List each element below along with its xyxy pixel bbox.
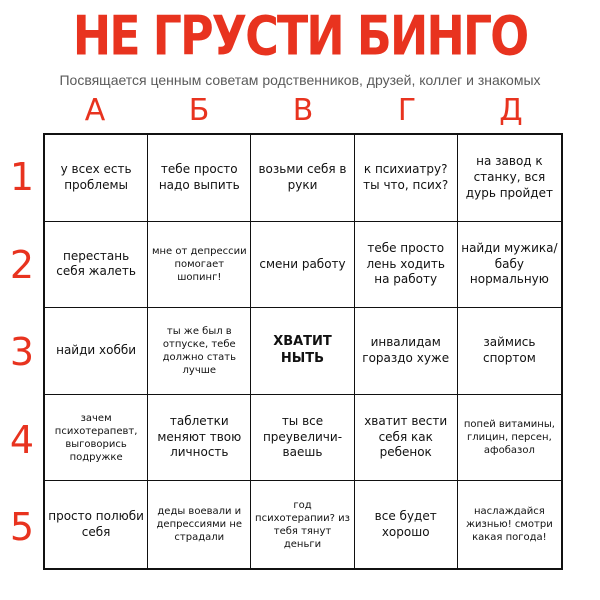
bingo-title: НЕ ГРУСТИ БИНГО <box>72 3 528 68</box>
bingo-cell: зачем психотерапевт, выговорись подружке <box>45 395 148 482</box>
bingo-cell: найди мужика/бабу нормальную <box>458 222 561 309</box>
bingo-cell: деды воевали и депрессиями не страдали <box>148 481 251 568</box>
bingo-cell: тебе просто лень ходить на работу <box>355 222 458 309</box>
bingo-cell: год психотерапии? из тебя тянут деньги <box>251 481 354 568</box>
row-label-5: 5 <box>9 505 35 549</box>
column-label-b: Б <box>188 93 210 128</box>
bingo-cell: инвалидам гораздо хуже <box>355 308 458 395</box>
bingo-cell: займись спортом <box>458 308 561 395</box>
bingo-cell: мне от депрессии помогает шопинг! <box>148 222 251 309</box>
bingo-cell: ты все преувеличи-ваешь <box>251 395 354 482</box>
bingo-cell: найди хобби <box>45 308 148 395</box>
bingo-cell: на завод к станку, вся дурь пройдет <box>458 135 561 222</box>
bingo-cell: тебе просто надо выпить <box>148 135 251 222</box>
column-label-e: Д <box>499 93 523 128</box>
bingo-cell: наслаждайся жизнью! смотри какая погода! <box>466 506 553 544</box>
bingo-cell: возьми себя в руки <box>251 135 354 222</box>
row-label-3: 3 <box>9 330 35 374</box>
bingo-cell: у всех есть проблемы <box>45 135 148 222</box>
column-label-a: А <box>84 93 106 128</box>
row-label-2: 2 <box>9 243 35 287</box>
bingo-center-cell: ХВАТИТ НЫТЬ <box>251 308 354 395</box>
bingo-cell: все будет хорошо <box>355 481 458 568</box>
column-label-d: Г <box>397 93 417 128</box>
bingo-cell: просто полюби себя <box>45 481 148 568</box>
bingo-cell: попей витамины, глицин, персен, афобазол <box>458 395 561 482</box>
row-label-1: 1 <box>9 155 35 199</box>
row-label-4: 4 <box>9 418 35 462</box>
bingo-cell: к психиатру? ты что, псих? <box>355 135 458 222</box>
bingo-cell: таблетки меняют твою личность <box>148 395 251 482</box>
bingo-cell: перестань себя жалеть <box>45 222 148 309</box>
bingo-cell: ты же был в отпуске, тебе должно стать лучше <box>148 308 251 395</box>
column-label-c: В <box>292 93 314 128</box>
bingo-cell: смени работу <box>251 222 354 309</box>
bingo-subtitle: Посвящается ценным советам родственников, друзей, коллег и знакомых <box>59 72 541 88</box>
bingo-grid <box>43 133 563 570</box>
bingo-cell: хватит вести себя как ребенок <box>355 395 458 482</box>
